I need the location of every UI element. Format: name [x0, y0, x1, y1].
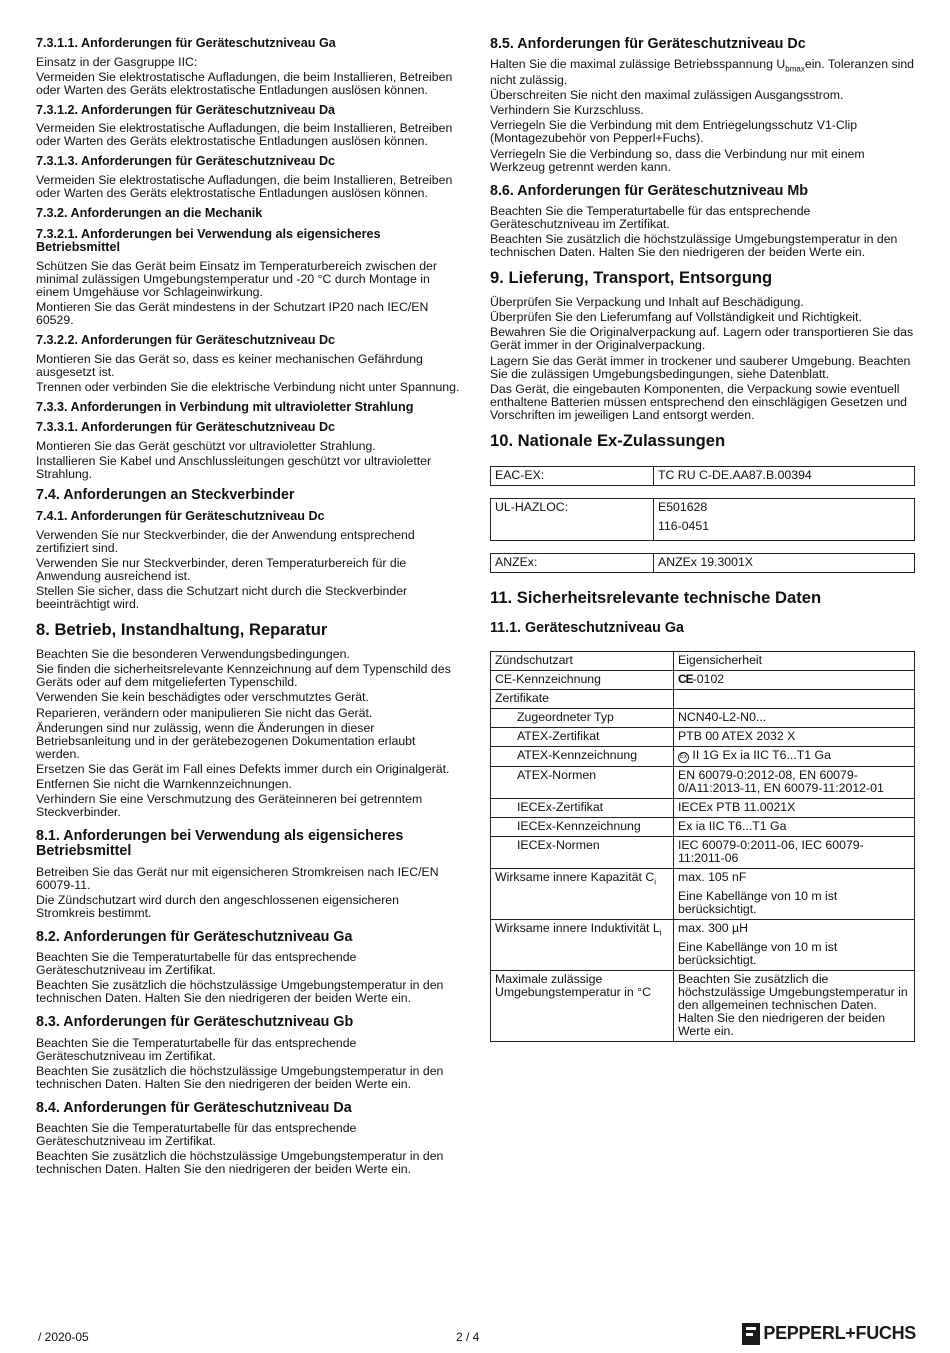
table-row: IECEx-Normen IEC 60079-0:2011-06, IEC 60079-11:2011-06 [491, 836, 915, 868]
paragraph: Beachten Sie die besonderen Verwendungsbedingungen. [36, 647, 350, 662]
paragraph: Lagern Sie das Gerät immer in trockener und sauberer Umgebung. Beachten Sie die zulässigen Umgebungsbedingungen, siehe Datenblatt. [490, 353, 911, 381]
section-heading: 7.3.1.2. Anforderungen für Geräteschutzniveau Da [36, 102, 336, 117]
table-row: Maximale zulässige Umgebungstemperatur in °C Beachten Sie zusätzlich die höchstzulässige Umgebungstemperatur in den allgemeinen technischen Daten. Halten Sie den niedrigeren der beiden Werte ein. [491, 971, 915, 1042]
paragraph: Installieren Sie Kabel und Anschlussleitungen geschützt vor ultravioletter Strahlung. [36, 453, 432, 481]
paragraph: Montieren Sie das Gerät so, dass es keiner mechanischen Gefährdung ausgesetzt ist. [36, 351, 423, 379]
section-7-3-3-1 [36, 421, 460, 481]
section-8-6 [490, 184, 915, 260]
section-heading: 7.3.1.1. Anforderungen für Geräteschutzniveau Ga [36, 36, 336, 50]
paragraph: Montieren Sie das Gerät geschützt vor ultravioletter Strahlung. [36, 438, 376, 453]
section-heading: 8.1. Anforderungen bei Verwendung als eigensicheres Betriebsmittel [36, 827, 404, 860]
left-column [36, 37, 460, 1183]
paragraph: Verriegeln Sie die Verbindung mit dem Entriegelungsschutz V1-Clip (Montagezubehör von Pepperl+Fuchs). [490, 118, 858, 146]
approval-table-ul [490, 498, 915, 541]
paragraph: Halten Sie die maximal zulässige Betriebsspannung $U_{bmax}ein$. Toleranzen sind nicht zulässig. [490, 57, 915, 88]
section-9 [490, 269, 915, 422]
paragraph: Die Zündschutzart wird durch den angeschlossenen eigensicheren Stromkreis bestimmt. [36, 892, 399, 920]
paragraph: Beachten Sie die Temperaturtabelle für das entsprechende Geräteschutzniveau im Zertifikat. [36, 1121, 357, 1149]
paragraph: Verriegeln Sie die Verbindung so, dass die Verbindung nur mit einem Werkzeug getrennt werden kann. [490, 146, 865, 174]
section-heading: 7.3.2.1. Anforderungen bei Verwendung als eigensicheres Betriebsmittel [36, 226, 381, 255]
paragraph: Vermeiden Sie elektrostatische Aufladungen, die beim Installieren, Betreiben oder Warten des Geräts elektrostatische Entladungen auslösen können. [36, 69, 453, 97]
paragraph: Verhindern Sie Kurzschluss. [490, 103, 644, 118]
table-row: ATEX-Normen EN 60079-0:2012-08, EN 60079-0/A11:2013-11, EN 60079-11:2012-01 [491, 766, 915, 798]
page-footer [36, 1323, 916, 1353]
section-heading: 8.2. Anforderungen für Geräteschutzniveau Ga [36, 928, 353, 945]
approval-table-anzex [490, 553, 915, 573]
section-8-5 [490, 37, 915, 174]
paragraph: Stellen Sie sicher, dass die Schutzart nicht durch die Steckverbinder beeinträchtigt wird. [36, 584, 408, 612]
document-date: / 2020-05 [38, 1330, 89, 1344]
section-10 [490, 432, 915, 573]
section-7-3-1-2 [36, 104, 460, 149]
ce-mark-icon: CE [678, 671, 693, 686]
safety-data-table [490, 651, 915, 1043]
paragraph: Sie finden die sicherheitsrelevante Kennzeichnung auf dem Typenschild des Geräts oder auf dem mitgelieferten Typenschild. [36, 662, 451, 690]
section-11 [490, 589, 915, 1042]
section-heading: 11.1. Geräteschutzniveau Ga [490, 620, 684, 637]
paragraph: Trennen oder verbinden Sie die elektrische Verbindung nicht unter Spannung. [36, 379, 460, 394]
table-row: Wirksame innere Induktivität $L_i$ max. 300 µH Eine Kabellänge von 10 m ist berücksichtigt. [491, 920, 915, 971]
paragraph: Beachten Sie die Temperaturtabelle für das entsprechende Geräteschutzniveau im Zertifikat. [36, 950, 357, 978]
chapter-heading: 11. Sicherheitsrelevante technische Daten [490, 587, 822, 607]
paragraph: Verwenden Sie kein beschädigtes oder verschmutztes Gerät. [36, 690, 369, 705]
table-row: CE-Kennzeichnung CE-0102 [491, 670, 915, 689]
paragraph: Überprüfen Sie Verpackung und Inhalt auf Beschädigung. [490, 295, 804, 310]
table-row: ATEX-Zertifikat PTB 00 ATEX 2032 X [491, 727, 915, 746]
section-7-4 [36, 488, 460, 503]
paragraph: Beachten Sie zusätzlich die höchstzulässige Umgebungstemperatur in den technischen Daten. Halten Sie den niedrigeren der beiden Werte ein. [36, 1149, 444, 1177]
section-heading: 8.4. Anforderungen für Geräteschutzniveau Da [36, 1099, 352, 1116]
section-7-3-1-1 [36, 37, 460, 97]
ex-hexagon-icon: Ex [678, 752, 689, 763]
brand-name: PEPPERL+FUCHS [763, 1323, 916, 1344]
paragraph: Überschreiten Sie nicht den maximal zulässigen Ausgangsstrom. [490, 88, 844, 103]
paragraph: Einsatz in der Gasgruppe IIC: [36, 54, 198, 69]
section-heading: 7.3.2. Anforderungen an die Mechanik [36, 206, 263, 220]
paragraph: Überprüfen Sie den Lieferumfang auf Vollständigkeit und Richtigkeit. [490, 310, 862, 325]
paragraph: Beachten Sie die Temperaturtabelle für das entsprechende Geräteschutzniveau im Zertifikat. [490, 204, 811, 232]
table-row [491, 553, 915, 572]
paragraph: Betreiben Sie das Gerät nur mit eigensicheren Stromkreisen nach IEC/EN 60079-11. [36, 864, 439, 892]
section-heading: 8.6. Anforderungen für Geräteschutzniveau Mb [490, 182, 809, 199]
chapter-heading: 9. Lieferung, Transport, Entsorgung [490, 268, 773, 288]
paragraph: Reparieren, verändern oder manipulieren Sie nicht das Gerät. [36, 705, 373, 720]
table-row [491, 466, 915, 485]
page-number: 2 / 4 [456, 1330, 480, 1344]
approval-table-eac [490, 466, 915, 486]
section-7-3-2-2 [36, 334, 460, 394]
section-8-1 [36, 829, 460, 920]
paragraph: Änderungen sind nur zulässig, wenn die Änderungen in dieser Betriebsanleitung und in der gerätebezogenen Dokumentation erlaubt werden. [36, 720, 416, 761]
paragraph: Verwenden Sie nur Steckverbinder, deren Temperaturbereich für die Anwendung ausreichend ist. [36, 556, 407, 584]
section-heading: 8.3. Anforderungen für Geräteschutzniveau Gb [36, 1014, 354, 1031]
table-row: Zertifikate [491, 689, 915, 708]
table-row: IECEx-Zertifikat IECEx PTB 11.0021X [491, 798, 915, 817]
paragraph: Das Gerät, die eingebauten Komponenten, die Verpackung sowie eventuell enthaltene Batterien müssen entsprechend den einschlägigen Gesetzen und Vorschriften im jeweiligen Land entsorgt werden. [490, 381, 908, 422]
paragraph: Verwenden Sie nur Steckverbinder, die der Anwendung entsprechend zertifiziert sind. [36, 527, 415, 555]
paragraph: Schützen Sie das Gerät beim Einsatz im Temperaturbereich zwischen der minimal zulässigen Umgebungstemperatur und -20 °C durch Montage in einem Umgehäuse vor Schlageinwirkung. [36, 258, 437, 299]
paragraph: Ersetzen Sie das Gerät im Fall eines Defekts immer durch ein Originalgerät. [36, 761, 450, 776]
table-row: IECEx-Kennzeichnung Ex ia IIC T6...T1 Ga [491, 817, 915, 836]
paragraph: Beachten Sie die Temperaturtabelle für das entsprechende Geräteschutzniveau im Zertifikat. [36, 1035, 357, 1063]
section-7-3-1-3 [36, 155, 460, 200]
section-heading: 7.4. Anforderungen an Steckverbinder [36, 486, 295, 503]
paragraph: Montieren Sie das Gerät mindestens in der Schutzart IP20 nach IEC/EN 60529. [36, 299, 429, 327]
table-cell-value: E501628 116-0451 [654, 498, 915, 540]
chapter-heading: 10. Nationale Ex-Zulassungen [490, 430, 726, 450]
section-heading: 7.4.1. Anforderungen für Geräteschutzniveau Dc [36, 509, 325, 524]
table-cell-key: ANZEx: [491, 553, 654, 572]
paragraph: Vermeiden Sie elektrostatische Aufladungen, die beim Installieren, Betreiben oder Warten des Geräts elektrostatische Entladungen auslösen können. [36, 172, 453, 200]
paragraph: Beachten Sie zusätzlich die höchstzulässige Umgebungstemperatur in den technischen Daten. Halten Sie den niedrigeren der beiden Werte ein. [36, 978, 444, 1006]
chapter-heading: 8. Betrieb, Instandhaltung, Reparatur [36, 620, 328, 640]
section-8-4 [36, 1101, 460, 1177]
section-8-3 [36, 1015, 460, 1091]
table-cell-value: TC RU C-DE.AA87.B.00394 [654, 466, 915, 485]
section-8 [36, 621, 460, 819]
paragraph: Bewahren Sie die Originalverpackung auf. Lagern oder transportieren Sie das Gerät immer in der Originalverpackung. [490, 325, 914, 353]
paragraph: Beachten Sie zusätzlich die höchstzulässige Umgebungstemperatur in den technischen Daten. Halten Sie den niedrigeren der beiden Werte ein. [36, 1063, 444, 1091]
section-7-3-2 [36, 207, 460, 221]
table-row [491, 498, 915, 540]
company-logo [742, 1323, 916, 1345]
pf-logo-icon [742, 1323, 760, 1345]
section-7-3-2-1 [36, 228, 460, 327]
section-heading: 7.3.3. Anforderungen in Verbindung mit ultravioletter Strahlung [36, 399, 414, 414]
section-7-4-1 [36, 510, 460, 611]
table-row: ATEX-Kennzeichnung Ex II 1G Ex ia IIC T6...T1 Ga [491, 746, 915, 766]
section-8-2 [36, 930, 460, 1006]
paragraph: Beachten Sie zusätzlich die höchstzulässige Umgebungstemperatur in den technischen Daten. Halten Sie den niedrigeren der beiden Werte ein. [490, 232, 898, 260]
paragraph: Entfernen Sie nicht die Warnkennzeichnungen. [36, 776, 292, 791]
section-7-3-3 [36, 401, 460, 415]
table-cell-key: UL-HAZLOC: [491, 498, 654, 540]
section-heading: 7.3.1.3. Anforderungen für Geräteschutzniveau Dc [36, 154, 336, 169]
table-row: Zugeordneter Typ NCN40-L2-N0... [491, 708, 915, 727]
paragraph: Vermeiden Sie elektrostatische Aufladungen, die beim Installieren, Betreiben oder Warten des Geräts elektrostatische Entladungen auslösen können. [36, 121, 453, 149]
table-row: Wirksame innere Kapazität $C_i$ max. 105 nF Eine Kabellänge von 10 m ist berücksichtigt. [491, 869, 915, 920]
table-cell-value: ANZEx 19.3001X [654, 553, 915, 572]
table-cell-key: EAC-EX: [491, 466, 654, 485]
section-heading: 8.5. Anforderungen für Geräteschutzniveau Dc [490, 36, 806, 52]
section-heading: 7.3.3.1. Anforderungen für Geräteschutzniveau Dc [36, 420, 336, 435]
right-column [490, 37, 915, 1049]
section-heading: 7.3.2.2. Anforderungen für Geräteschutzniveau Dc [36, 332, 336, 347]
table-row: Zündschutzart Eigensicherheit [491, 651, 915, 670]
paragraph: Verhindern Sie eine Verschmutzung des Geräteinneren bei getrenntem Steckverbinder. [36, 791, 423, 819]
